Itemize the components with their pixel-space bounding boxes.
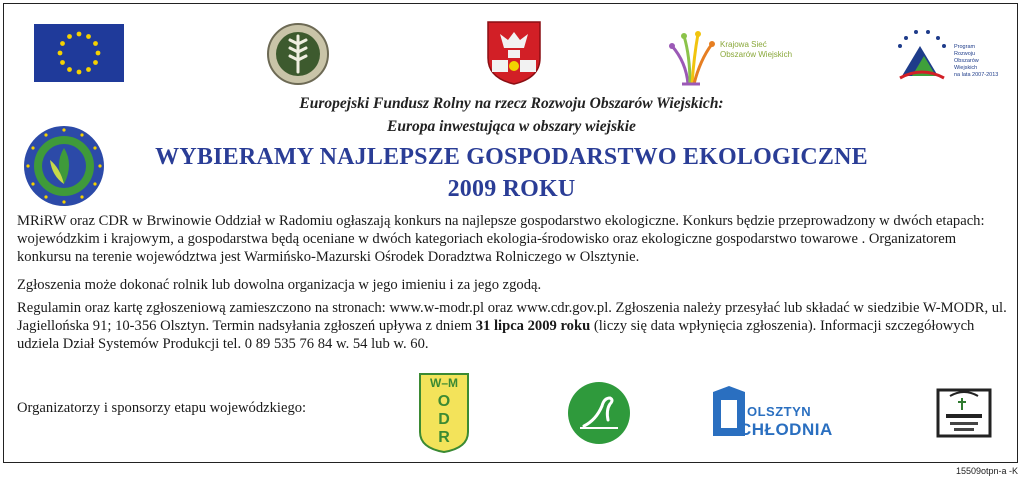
eu-star-icon — [77, 32, 82, 37]
certification-logo-icon — [932, 384, 996, 442]
subtitle-line-1: Europejski Fundusz Rolny na rzecz Rozwoju Obszarów Wiejskich: — [299, 95, 724, 112]
eu-star-icon — [93, 41, 98, 46]
chlodnia-logo-bottom-text: CHŁODNIA — [739, 420, 833, 439]
eu-star-icon — [86, 67, 91, 72]
headline-line-2: 2009 ROKU — [447, 176, 576, 202]
eu-star-icon — [67, 34, 72, 39]
eu-star-icon — [58, 51, 63, 56]
prow-logo-icon — [892, 26, 1002, 86]
wmodr-logo-letter-r: R — [438, 429, 450, 446]
eu-star-icon — [96, 51, 101, 56]
subtitle-line-2: Europa inwestująca w obszary wiejskie — [387, 118, 636, 135]
wmodr-logo-letter-d: D — [438, 411, 450, 428]
stork-logo-icon — [566, 380, 632, 446]
eu-flag-icon — [34, 24, 124, 82]
prow-logo-text: Program Rozwoju Obszarów Wiejskich na lata 2007-2013 — [954, 44, 999, 78]
body-paragraph-1: MRiRW oraz CDR w Brwinowie Oddział w Radomiu ogłaszają konkurs na najlepsze gospodarstwo ekologiczne. Konkurs będzie przeprowadzony w dwóch etapach: wojewódzkim i krajowym, a gospodarstwa będą oceniane w dwóch kategoriach ekologia-środowisko oraz ekologiczne gospodarstwo towarowe . Organizatorem konkursu na terenie województwa jest Warmińsko-Mazurski Ośrodek Doradztwa Rolniczego w Olsztynie. — [17, 213, 985, 265]
advertisement-frame — [3, 3, 1018, 463]
wmodr-logo-top-text: W–M — [430, 376, 458, 390]
chlodnia-logo-top-text: OLSZTYN — [747, 404, 812, 419]
olsztyn-chlodnia-logo-icon — [709, 382, 839, 444]
headline-line-1: WYBIERAMY NAJLEPSZE GOSPODARSTWO EKOLOGICZNE — [155, 144, 868, 170]
ad-reference-code: 15509otpn-a -K — [955, 466, 1018, 476]
eu-star-icon — [67, 67, 72, 72]
ksow-logo-text: Krajowa Sieć Obszarów Wiejskich — [720, 40, 793, 59]
wmodr-logo-icon — [416, 372, 472, 454]
eu-star-icon — [60, 41, 65, 46]
eu-star-icon — [60, 60, 65, 65]
eu-star-icon — [77, 70, 82, 75]
body-paragraph-2: Zgłoszenia może dokonać rolnik lub dowolna organizacja w jego imieniu i za jego zgodą. — [17, 277, 542, 293]
wmodr-logo-letter-o: O — [437, 393, 451, 410]
ksow-logo-icon — [664, 26, 824, 88]
body-paragraph-3 — [17, 299, 1012, 353]
deadline-date: 31 lipca 2009 roku — [475, 318, 591, 334]
body-paragraph-3-text-end: (liczy się data wpłynięcia zgłoszenia). Informacji szczegółowych udziela Dział Systemów Produkcji tel. 0 89 535 76 84 w. 54 lub w. 60. — [17, 318, 975, 352]
sponsors-label: Organizatorzy i sponsorzy etapu wojewódzkiego: — [17, 400, 307, 416]
eu-star-icon — [93, 60, 98, 65]
arimr-emblem-icon — [266, 22, 330, 86]
warminsko-mazurskie-coat-of-arms-icon — [486, 20, 542, 86]
body-paragraph-3-text: Regulamin oraz kartę zgłoszeniową zamieszczono na stronach: www.w-modr.pl oraz www.cdr.gov.pl. Zgłoszenia należy przesyłać lub składać w siedzibie W-MODR, ul. Jagiellońska 91; 10-356 Olsztyn. Termin nadsyłania zgłoszeń upływa z dniem — [17, 300, 1007, 334]
eu-star-icon — [86, 34, 91, 39]
